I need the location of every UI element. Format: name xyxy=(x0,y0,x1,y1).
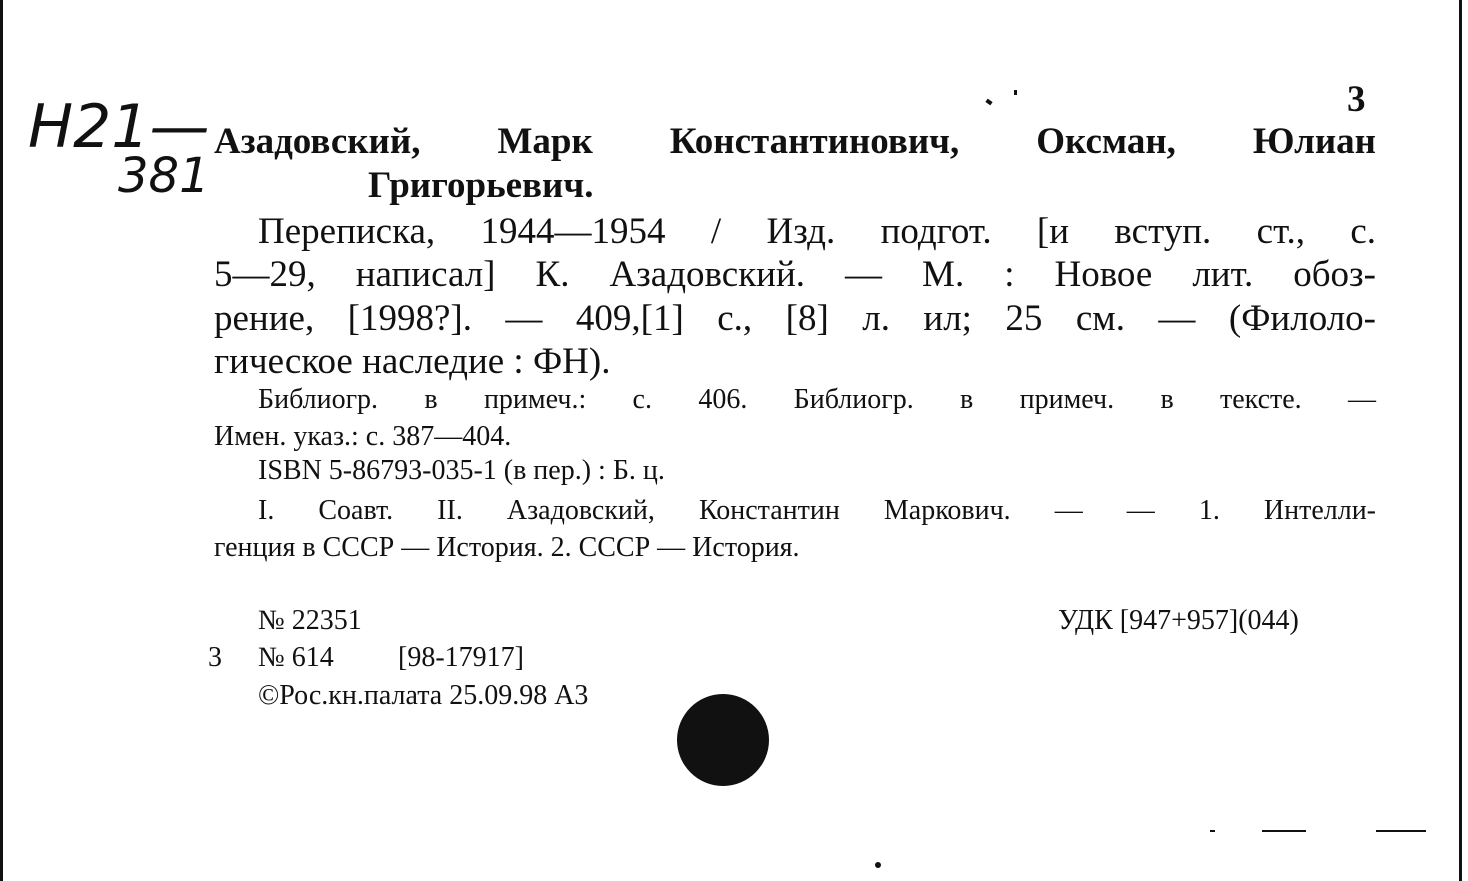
card-left-border xyxy=(0,0,3,881)
heading-word: Юлиан xyxy=(1252,121,1376,162)
order-number: № 614 xyxy=(258,642,334,673)
heading-word: Марк xyxy=(497,121,593,162)
shelfmark-line1: Н21— xyxy=(28,92,210,162)
order-code: [98-17917] xyxy=(398,642,524,673)
speck xyxy=(1210,830,1215,832)
record-number: № 22351 xyxy=(258,605,362,636)
udc-code: УДК [947+957](044) xyxy=(1058,605,1299,636)
card-right-border xyxy=(1459,0,1462,881)
speck xyxy=(1014,90,1017,95)
title-line: 5—29, написал] К. Азадовский. — М. : Новое лит. обоз- xyxy=(214,254,1376,295)
copy-count: 3 xyxy=(1347,79,1366,120)
notes-line: Библиогр. в примеч.: с. 406. Библиогр. в примеч. в тексте. — xyxy=(258,384,1376,415)
title-line: гическое наследие : ФН). xyxy=(214,341,611,382)
heading-word: Оксман, xyxy=(1036,121,1176,162)
speck xyxy=(985,99,992,106)
heading-word: Азадовский, xyxy=(214,121,421,162)
heading-continuation: Григорьевич. xyxy=(368,165,594,206)
tracings-line: I. Соавт. II. Азадовский, Константин Маркович. — — 1. Интелли- xyxy=(258,495,1376,526)
speck xyxy=(1262,830,1306,832)
notes-line: Имен. указ.: с. 387—404. xyxy=(214,421,512,452)
title-line: Переписка, 1944—1954 / Изд. подгот. [и вступ. ст., с. xyxy=(258,211,1376,252)
heading-authors xyxy=(214,120,1376,163)
shelfmark-line2: 381 xyxy=(118,148,210,204)
tracings-line: генция в СССР — История. 2. СССР — История. xyxy=(214,532,800,563)
speck xyxy=(875,862,881,868)
heading-word: Константинович, xyxy=(669,121,960,162)
punch-hole xyxy=(677,694,769,786)
order-prefix: 3 xyxy=(208,642,222,673)
speck xyxy=(1376,830,1426,832)
isbn-line: ISBN 5-86793-035-1 (в пер.) : Б. ц. xyxy=(258,455,665,486)
title-line: рение, [1998?]. — 409,[1] с., [8] л. ил; 25 см. — (Филоло- xyxy=(214,298,1376,339)
book-chamber-stamp: ©Рос.кн.палата 25.09.98 А3 xyxy=(258,680,589,711)
